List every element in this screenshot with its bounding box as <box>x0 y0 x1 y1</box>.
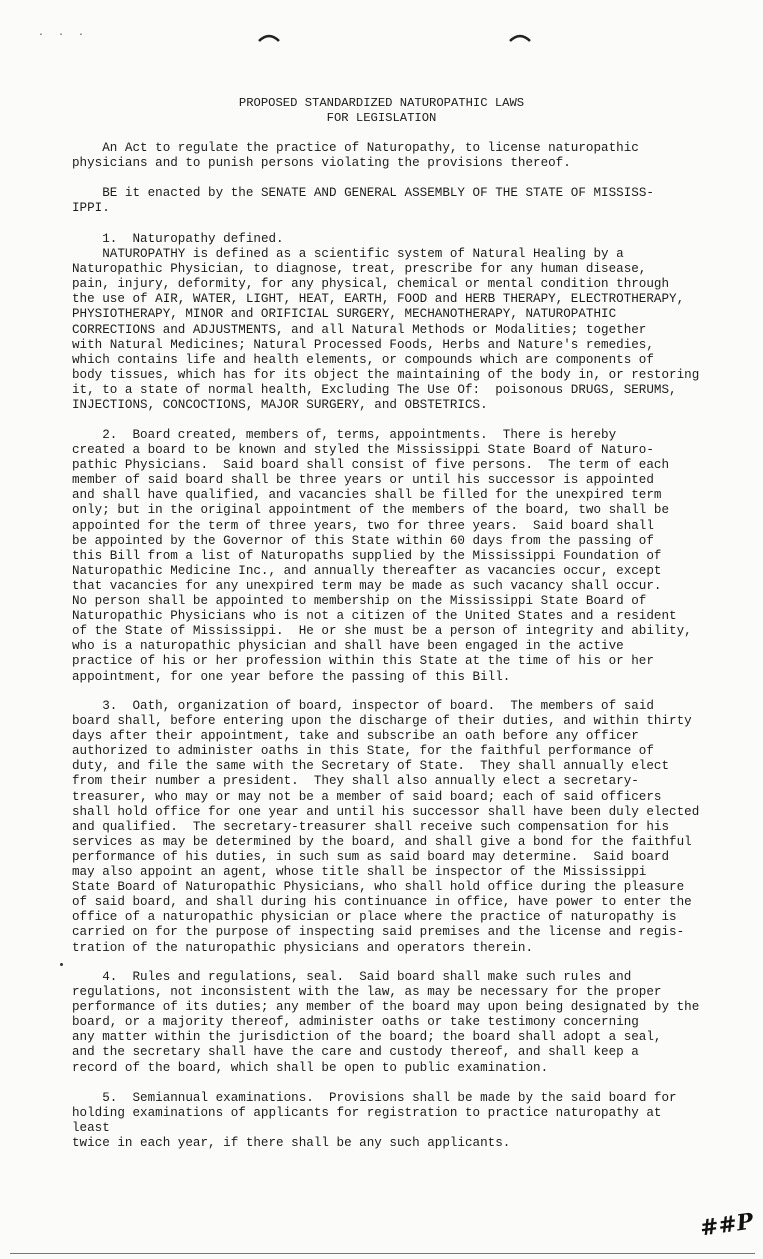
section-1-naturopathy-defined: 1. Naturopathy defined. NATUROPATHY is defined as a scientific system of Natural Healing by a Naturopathic Physician, to diagnose, treat, prescribe for any human disease, pain, injury, deformity, for any physical, chemical or mental condition through the use of AIR, WATER, LIGHT, HEAT, EARTH, FOOD and HERB THERAPY, ELECTROTHERAPY, PHYSIOTHERAPY, MINOR and ORIFICIAL SURGERY, MECHANOTHERAPY, NATUROPATHIC CORRECTIONS and ADJUSTMENTS, and all Natural Methods or Modalities; together with Natural Medicines; Natural Processed Foods, Herbs and Nature's remedies, which contains life and health elements, or compounds which are components of body tissues, which has for its object the maintaining of the body in, or restoring it, to a state of normal health, Excluding The Use Of: poisonous DRUGS, SERUMS, INJECTIONS, CONCOCTIONS, MAJOR SURGERY, and OBSTETRICS. <box>72 232 700 413</box>
section-4-rules-regulations: 4. Rules and regulations, seal. Said board shall make such rules and regulations, not inconsistent with the law, as may be necessary for the proper performance of its duties; any member of the board may upon being designated by the board, or a majority thereof, administer oaths or take testimony concerning any matter within the jurisdiction of the board; the board shall adopt a seal, and the secretary shall have the care and custody thereof, and shall keep a record of the board, which shall be open to public examination. <box>72 970 700 1075</box>
act-description: An Act to regulate the practice of Naturopathy, to license naturopathic physicians and to punish persons violating the provisions thereof. <box>72 141 639 171</box>
scan-speck-marks: · · · <box>38 30 89 41</box>
document-title: PROPOSED STANDARDIZED NATUROPATHIC LAWS <box>238 96 525 110</box>
section-2-board-created: 2. Board created, members of, terms, appointments. There is hereby created a board to be known and styled the Mississippi State Board of Naturo- pathic Physicians. Said board shall consist of five persons. The term of each member of said board shall be three years or until his successor is appointed and shall have qualified, and vacancies shall be filled for the unexpired term only; but in the original appointment of the members of the board, two shall be appointed for the term of three years, two for three years. Said board shall be appointed by the Governor of this State within 60 days from the passing of this Bill from a list of Naturopaths supplied by the Mississippi Foundation of Naturopathic Medicine Inc., and annually thereafter as vacancies occur, except that vacancies for any unexpired term may be made as such vacancy shall occur. No person shall be appointed to membership on the Mississippi State Board of Naturopathic Physicians who is not a citizen of the United States and a resident of the State of Mississippi. He or she must be a person of integrity and ability, who is a naturopathic physician and shall have been engaged in the active practice of his or her profession within this State at the time of his or her appointment, for one year before the passing of this Bill. <box>72 428 692 684</box>
section-5-semiannual-examinations: 5. Semiannual examinations. Provisions shall be made by the said board for holding examinations of applicants for registration to practice naturopathy at least twice in each year, if there shall be any such applicants. <box>72 1091 677 1151</box>
punch-hole-mark-left <box>258 33 280 43</box>
handwritten-initials: ##P <box>698 1208 755 1242</box>
enactment-clause: BE it enacted by the SENATE AND GENERAL ASSEMBLY OF THE STATE OF MISSISS- IPPI. <box>72 186 654 216</box>
section-3-oath-organization: 3. Oath, organization of board, inspector of board. The members of said board shall, before entering upon the discharge of their duties, and within thirty days after their appointment, take and subscribe an oath before any officer authorized to administer oaths in this State, for the faithful performance of duty, and file the same with the Secretary of State. They shall annually elect from their number a president. They shall also annually elect a secretary- treasurer, who may or may not be a member of said board; each of said officers shall hold office for one year and until his successor shall have been duly elected and qualified. The secretary-treasurer shall receive such compensation for his services as may be determined by the board, and shall give a bond for the faithful performance of his duties, in such sum as said board may determine. Said board may also appoint an agent, whose title shall be inspector of the Mississippi State Board of Naturopathic Physicians, who shall hold office during the pleasure of said board, and shall during his continuance in office, have power to enter the office of a naturopathic physician or place where the practice of naturopathy is carried on for the purpose of inspecting said premises and the license and regis- tration of the naturopathic physicians and operators therein. <box>72 699 700 955</box>
document-subtitle: FOR LEGISLATION <box>326 111 437 125</box>
page-bottom-edge <box>10 1253 755 1254</box>
punch-hole-mark-right <box>509 33 531 43</box>
margin-dot <box>60 963 63 966</box>
